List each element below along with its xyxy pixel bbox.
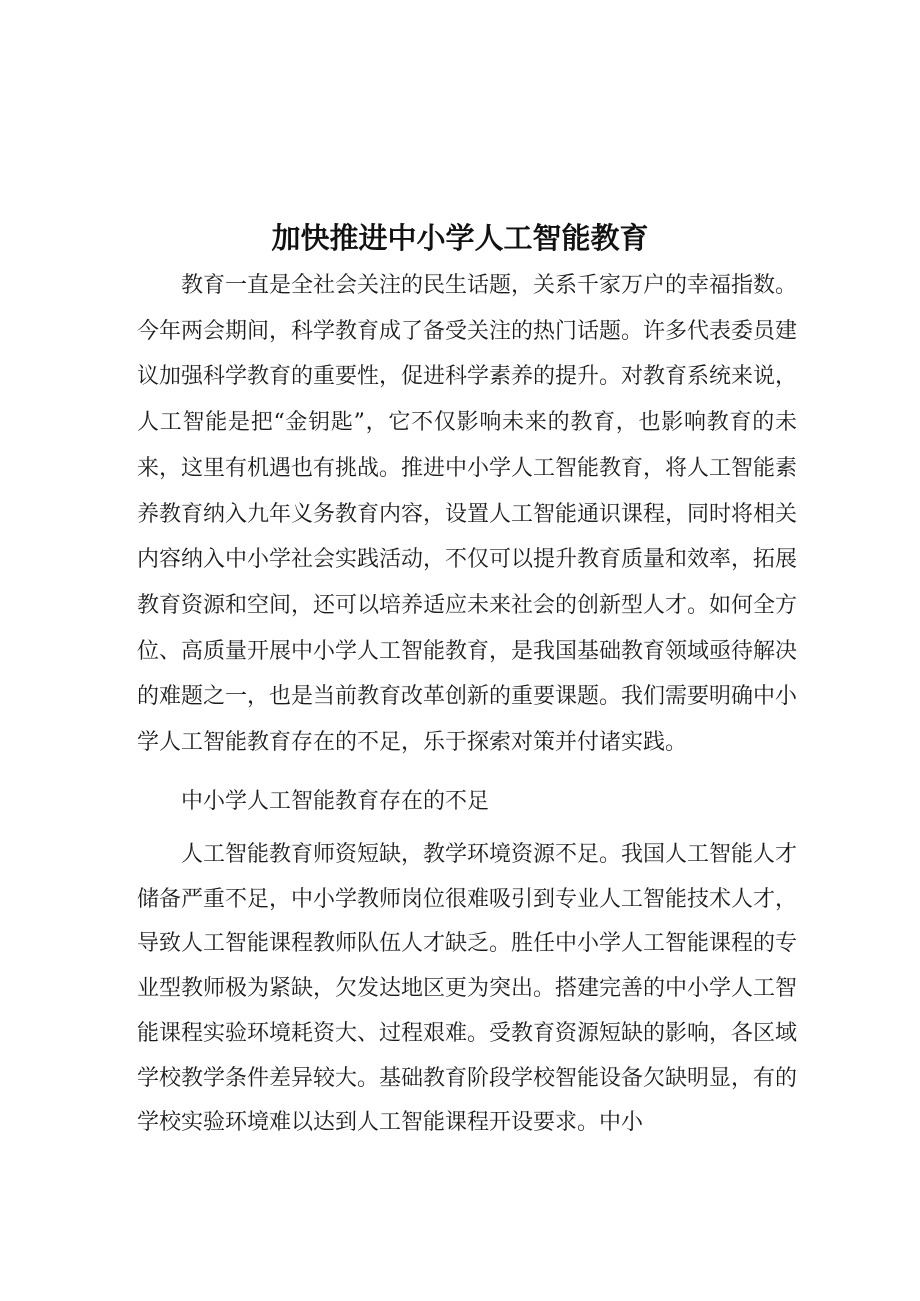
intro-paragraph: 教育一直是全社会关注的民生话题，关系千家万户的幸福指数。今年两会期间，科学教育成了备受关注的热门话题。许多代表委员建议加强科学教育的重要性，促进科学素养的提升。对教育系统来说，人工智能是把“金钥匙”，它不仅影响未来的教育，也影响教育的未来，这里有机遇也有挑战。推进中小学人工智能教育，将人工智能素养教育纳入九年义务教育内容，设置人工智能通识课程，同时将相关内容纳入中小学社会实践活动，不仅可以提升教育质量和效率，拓展教育资源和空间，还可以培养适应未来社会的创新型人才。如何全方位、高质量开展中小学人工智能教育，是我国基础教育领域亟待解决的难题之一，也是当前教育改革创新的重要课题。我们需要明确中小学人工智能教育存在的不足，乐于探索对策并付诸实践。 [137, 273, 798, 756]
document-title: 加快推进中小学人工智能教育 [271, 221, 649, 255]
section-heading: 中小学人工智能教育存在的不足 [181, 789, 490, 814]
section-paragraph: 人工智能教育师资短缺，教学环境资源不足。我国人工智能人才储备严重不足，中小学教师岗位很难吸引到专业人工智能技术人才，导致人工智能课程教师队伍人才缺乏。胜任中小学人工智能课程的专业型教师极为紧缺，欠发达地区更为突出。搭建完善的中小学人工智能课程实验环境耗资大、过程艰难。受教育资源短缺的影响，各区域学校教学条件差异较大。基础教育阶段学校智能设备欠缺明显，有的学校实验环境难以达到人工智能课程开设要求。中小 [137, 842, 798, 1136]
